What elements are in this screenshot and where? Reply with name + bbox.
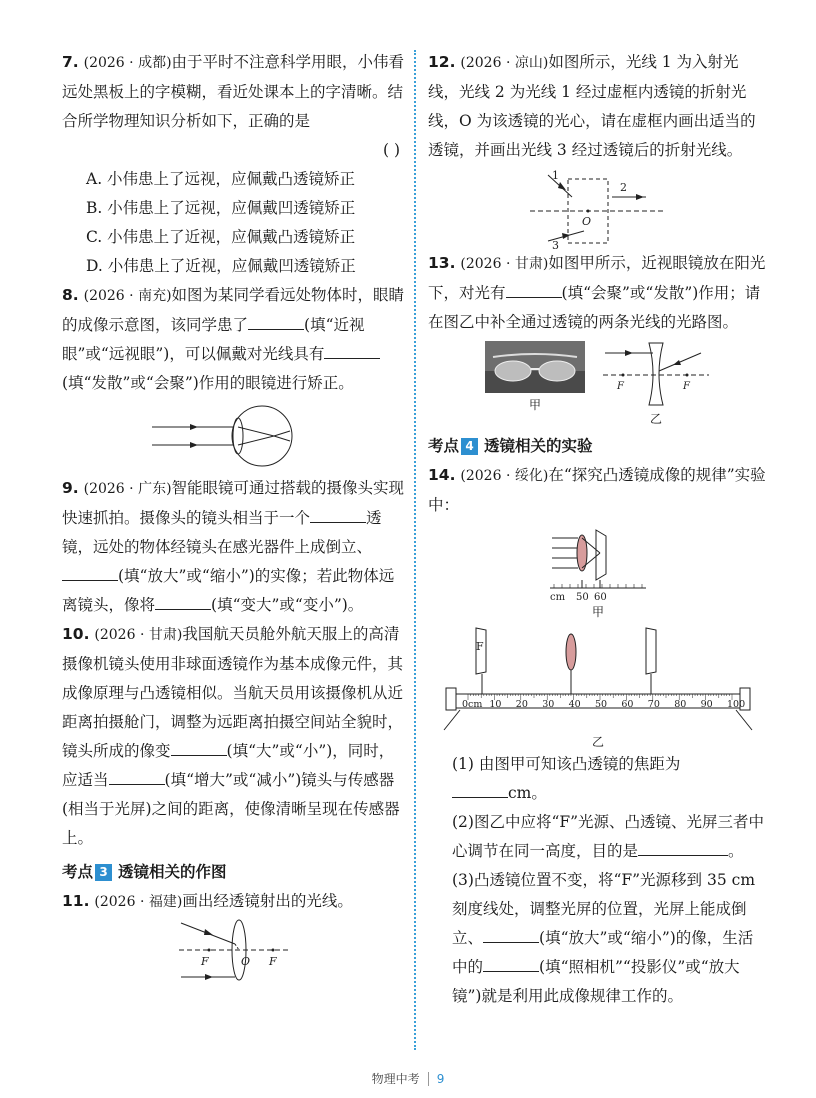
figure-b bbox=[601, 341, 711, 427]
question-13 bbox=[428, 249, 768, 427]
ray-2-label: 2 bbox=[620, 181, 627, 194]
footer-label: 物理中考 bbox=[371, 1072, 420, 1086]
question-text: (填“近视眼”或“远视眼”)，可以佩戴对光线具有 bbox=[62, 316, 365, 363]
figure-a bbox=[485, 341, 585, 427]
answer-blank[interactable] bbox=[171, 737, 227, 756]
page-number: 9 bbox=[428, 1072, 445, 1086]
answer-blank[interactable] bbox=[248, 311, 304, 330]
answer-parentheses: ( ) bbox=[382, 141, 400, 159]
question-8 bbox=[62, 281, 408, 474]
question-number: 11. bbox=[62, 892, 90, 910]
question-text: 画出经透镜射出的光线。 bbox=[182, 892, 353, 910]
eye-diagram bbox=[150, 398, 320, 474]
section-title: 透镜相关的作图 bbox=[118, 863, 227, 881]
question-text: (填“大”或“小”)，同时，应适当 bbox=[62, 742, 395, 789]
ruler-tick-label: 50 bbox=[595, 699, 608, 710]
question-source: (2026 · 福建) bbox=[94, 894, 183, 910]
question-text: cm。 bbox=[508, 784, 547, 802]
question-number: 9. bbox=[62, 479, 79, 497]
question-text: (3)凸透镜位置不变，将“F”光源移到 35 cm 刻度线处，调整光屏的位置，光屏上能成倒立、 bbox=[452, 871, 756, 947]
answer-blank[interactable] bbox=[324, 340, 380, 359]
question-source: (2026 · 广东) bbox=[83, 481, 172, 497]
section-title: 透镜相关的实验 bbox=[484, 437, 593, 455]
option-b: B. 小伟患上了远视，应佩戴凹透镜矫正 bbox=[86, 199, 356, 217]
question-11 bbox=[62, 887, 408, 983]
column-divider bbox=[414, 50, 416, 1050]
answer-blank[interactable] bbox=[452, 779, 508, 798]
optical-bench-diagram bbox=[438, 624, 758, 734]
question-12 bbox=[428, 48, 768, 249]
ruler-tick-label: 60 bbox=[621, 699, 634, 710]
ruler-tick-label: 20 bbox=[515, 699, 528, 710]
section-heading-4 bbox=[428, 433, 768, 459]
section-prefix: 考点 bbox=[62, 863, 94, 881]
answer-blank[interactable] bbox=[62, 562, 118, 581]
ray-3-label: 3 bbox=[552, 239, 559, 249]
ruler-tick-label: 80 bbox=[674, 699, 687, 710]
focal-length-diagram bbox=[548, 522, 648, 604]
focus-label-right: F bbox=[683, 381, 690, 392]
question-text: (填“增大”或“减小”)镜头与传感器(相当于光屏)之间的距离，使像清晰呈现在传感器上。 bbox=[62, 771, 400, 847]
question-14 bbox=[428, 461, 768, 1011]
question-text: (填“会聚”或“发散”)作用；请在图乙中补全通过透镜的两条光线的光路图。 bbox=[428, 284, 761, 331]
ruler-tick-label: 30 bbox=[542, 699, 555, 710]
glasses-photo bbox=[485, 341, 585, 393]
right-column bbox=[428, 48, 768, 1011]
answer-blank[interactable] bbox=[155, 591, 211, 610]
lens-box-diagram bbox=[528, 165, 668, 249]
ray-1-label: 1 bbox=[552, 169, 559, 182]
q13-figures bbox=[428, 341, 768, 427]
question-text: 由于平时不注意科学用眼，小伟看远处黑板上的字模糊，看近处课本上的字清晰。结合所学物理知识分析如下，正确的是 bbox=[62, 53, 405, 130]
figure-focal-length bbox=[428, 522, 768, 620]
ruler-tick-label: 90 bbox=[700, 699, 713, 710]
optical-center-label: O bbox=[582, 215, 592, 228]
question-source: (2026 · 成都) bbox=[83, 55, 172, 71]
question-text: 我国航天员舱外航天服上的高清摄像机镜头使用非球面透镜作为基本成像元件，其成像原理与凸透镜相似。当航天员用该摄像机从近距离拍摄舱门，调整为远距离拍摄空间站全貌时，镜头所成的像变 bbox=[62, 625, 404, 760]
question-text: 在“探究凸透镜成像的规律”实验中： bbox=[428, 466, 766, 514]
question-7 bbox=[62, 48, 408, 281]
ruler-tick-label: 100 bbox=[727, 699, 746, 710]
question-number: 12. bbox=[428, 53, 456, 71]
concave-lens-diagram bbox=[601, 341, 711, 407]
answer-blank[interactable] bbox=[483, 953, 539, 972]
focus-label-right: F bbox=[269, 955, 277, 968]
question-text: 。 bbox=[728, 842, 744, 860]
question-text: 如图甲所示，近视眼镜放在阳光下，对光有 bbox=[428, 254, 766, 302]
sub-question-3 bbox=[452, 866, 768, 1011]
left-column bbox=[62, 48, 408, 983]
question-source: (2026 · 凉山) bbox=[460, 55, 549, 71]
ruler-tick-label: 0cm bbox=[462, 699, 483, 710]
optical-center-label: O bbox=[241, 955, 251, 968]
figure-caption: 甲 bbox=[528, 398, 541, 412]
page-footer bbox=[0, 1070, 816, 1087]
question-text: (填“变大”或“变小”)。 bbox=[211, 596, 364, 614]
question-text: (1) 由图甲可知该凸透镜的焦距为 bbox=[452, 755, 681, 773]
question-text: (填“发散”或“会聚”)作用的眼镜进行矫正。 bbox=[62, 374, 354, 392]
answer-blank[interactable] bbox=[638, 837, 728, 856]
figure-caption: 甲 bbox=[591, 605, 604, 619]
figure-caption: 乙 bbox=[649, 412, 662, 426]
question-text: 如图所示，光线 1 为入射光线，光线 2 为光线 1 经过虚框内透镜的折射光线，O 为该透镜的光心，请在虚框内画出适当的透镜，并画出光线 3 经过透镜后的折射光线。 bbox=[428, 53, 756, 159]
question-text: (2)图乙中应将“F”光源、凸透镜、光屏三者中心调节在同一高度，目的是 bbox=[452, 813, 765, 860]
question-text: (填“放大”或“缩小”)的像，生活中的 bbox=[452, 929, 754, 976]
option-c: C. 小伟患上了近视，应佩戴凸透镜矫正 bbox=[86, 228, 356, 246]
question-text: (填“照相机”“投影仪”或“放大镜”)就是利用此成像规律工作的。 bbox=[452, 958, 740, 1005]
focus-label-left: F bbox=[201, 955, 209, 968]
question-number: 14. bbox=[428, 466, 456, 484]
focus-label-left: F bbox=[617, 381, 624, 392]
convex-lens-diagram bbox=[175, 917, 295, 983]
question-source: (2026 · 甘肃) bbox=[460, 256, 549, 272]
ruler-tick-label: 60 bbox=[594, 592, 607, 603]
answer-blank[interactable] bbox=[109, 766, 165, 785]
question-text: (填“放大”或“缩小”)的实像；若此物体远离镜头，像将 bbox=[62, 567, 395, 614]
question-10 bbox=[62, 620, 408, 853]
question-number: 8. bbox=[62, 286, 79, 304]
question-9 bbox=[62, 474, 408, 620]
sub-question-1 bbox=[452, 750, 768, 808]
figure-caption: 乙 bbox=[591, 735, 604, 749]
option-d: D. 小伟患上了近视，应佩戴凹透镜矫正 bbox=[86, 257, 356, 275]
section-number-badge: 4 bbox=[461, 438, 478, 455]
question-source: (2026 · 绥化) bbox=[460, 468, 549, 484]
ruler-tick-label: 50 bbox=[576, 592, 589, 603]
ruler-tick-label: 70 bbox=[647, 699, 660, 710]
figure-optical-bench bbox=[428, 624, 768, 750]
light-source-label: F bbox=[476, 640, 484, 653]
question-source: (2026 · 南充) bbox=[83, 288, 172, 304]
ruler-tick-label: 40 bbox=[568, 699, 581, 710]
question-text: 透镜，远处的物体经镜头在感光器件上成倒立、 bbox=[62, 509, 382, 556]
ruler-unit-label: cm bbox=[550, 592, 566, 603]
answer-blank[interactable] bbox=[310, 504, 366, 523]
option-a: A. 小伟患上了远视，应佩戴凸透镜矫正 bbox=[86, 170, 356, 188]
question-number: 13. bbox=[428, 254, 456, 272]
section-number-badge: 3 bbox=[95, 864, 112, 881]
question-text: 智能眼镜可通过搭载的摄像头实现快速抓拍。摄像头的镜头相当于一个 bbox=[62, 479, 405, 527]
question-number: 10. bbox=[62, 625, 90, 643]
section-prefix: 考点 bbox=[428, 437, 460, 455]
answer-blank[interactable] bbox=[506, 279, 562, 298]
sub-question-2 bbox=[452, 808, 768, 866]
ruler-tick-label: 10 bbox=[489, 699, 502, 710]
question-text: 如图为某同学看远处物体时，眼睛的成像示意图，该同学患了 bbox=[62, 286, 405, 334]
section-heading-3 bbox=[62, 859, 408, 885]
question-number: 7. bbox=[62, 53, 79, 71]
question-source: (2026 · 甘肃) bbox=[94, 627, 183, 643]
answer-blank[interactable] bbox=[483, 924, 539, 943]
